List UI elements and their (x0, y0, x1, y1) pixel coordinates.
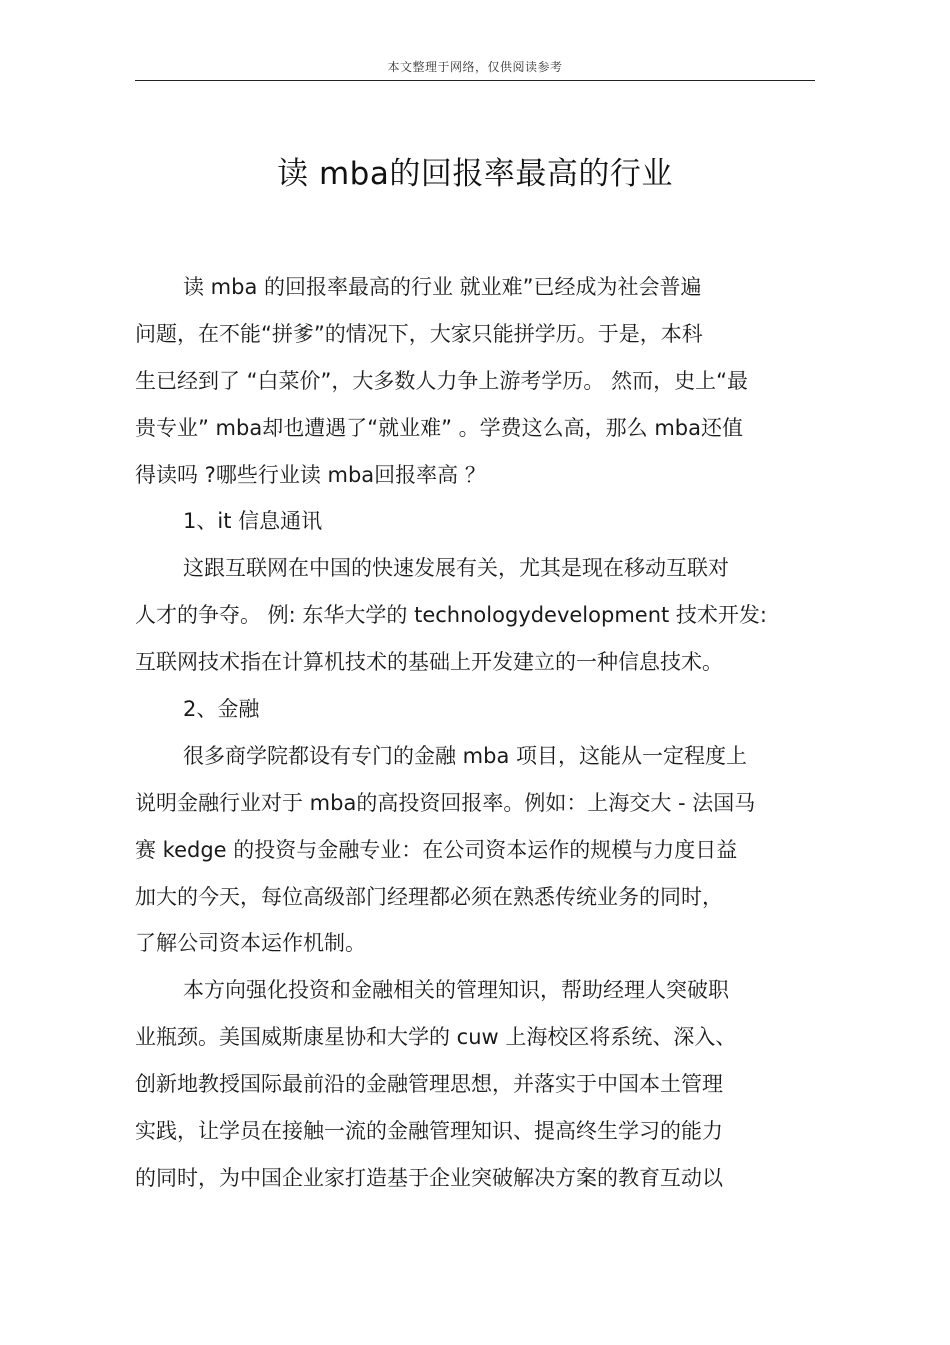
body-line: 说明金融行业对于 mba的高投资回报率。例如：上海交大 - 法国马 (135, 790, 756, 815)
header-note: 本文整理于网络，仅供阅读参考 (387, 60, 563, 74)
body-line: 读 mba 的回报率最高的行业 就业难”已经成为社会普遍 (183, 275, 702, 299)
document-title: 读 mba的回报率最高的行业 (277, 156, 673, 192)
body-line: 这跟互联网在中国的快速发展有关，尤其是现在移动互联对 (183, 556, 729, 581)
header-divider (135, 80, 815, 81)
body-line: 生已经到了 “白菜价”，大多数人力争上游考学历。 然而，史上“最 (135, 368, 748, 393)
body-line: 了解公司资本运作机制。 (135, 931, 366, 956)
body-line: 2、金融 (183, 697, 260, 722)
body-line: 赛 kedge 的投资与金融专业：在公司资本运作的规模与力度日益 (135, 837, 738, 862)
body-line: 贵专业” mba却也遭遇了“就业难” 。学费这么高，那么 mba还值 (135, 415, 743, 440)
body-line: 1、it 信息通讯 (183, 509, 323, 534)
body-line: 得读吗 ?哪些行业读 mba回报率高 ？ (135, 462, 486, 487)
body-line: 实践，让学员在接触一流的金融管理知识、提高终生学习的能力 (135, 1119, 723, 1144)
body-line: 互联网技术指在计算机技术的基础上开发建立的一种信息技术。 (135, 650, 723, 675)
body-line: 本方向强化投资和金融相关的管理知识，帮助经理人突破职 (183, 978, 729, 1003)
document-body (135, 268, 825, 1206)
body-line: 业瓶颈。美国威斯康星协和大学的 cuw 上海校区将系统、深入、 (135, 1025, 737, 1050)
body-line: 加大的今天，每位高级部门经理都必须在熟悉传统业务的同时， (135, 884, 723, 909)
body-line: 人才的争夺。 例: 东华大学的 technologydevelopment 技术开发: (135, 603, 767, 628)
body-line: 很多商学院都设有专门的金融 mba 项目，这能从一定程度上 (183, 743, 748, 768)
body-line: 问题，在不能“拼爹”的情况下，大家只能拼学历。于是，本科 (135, 321, 703, 346)
body-line: 的同时，为中国企业家打造基于企业突破解决方案的教育互动以 (135, 1165, 723, 1190)
body-line: 创新地教授国际最前沿的金融管理思想，并落实于中国本土管理 (135, 1072, 723, 1097)
